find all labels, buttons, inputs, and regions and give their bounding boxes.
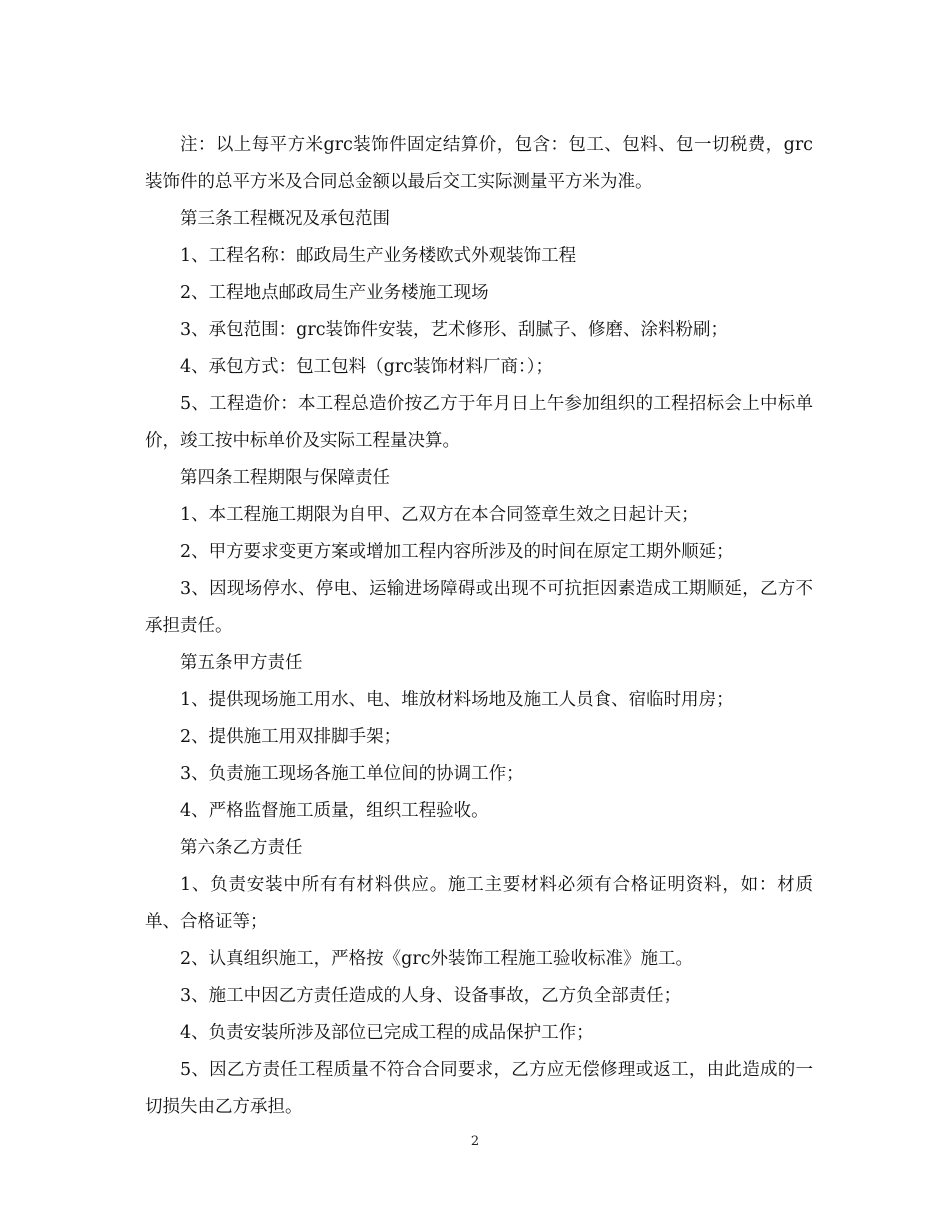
paragraph: 1、提供现场施工用水、电、堆放材料场地及施工人员食、宿临时用房； (180, 690, 734, 710)
paragraph: 3、负责施工现场各施工单位间的协调工作； (180, 764, 524, 784)
paragraph: 4、负责安装所涉及部位已完成工程的成品保护工作； (180, 1023, 594, 1043)
paragraph: 2、认真组织施工，严格按《grc外装饰工程施工验收标准》施工。 (180, 949, 694, 969)
paragraph: 2、提供施工用双排脚手架； (180, 727, 402, 747)
heading-article-6: 第六条乙方责任 (180, 838, 303, 858)
heading-article-4: 第四条工程期限与保障责任 (180, 468, 390, 488)
heading-article-5: 第五条甲方责任 (180, 653, 303, 673)
paragraph: 5、工程造价：本工程总造价按乙方于年月日上午参加组织的工程招标会上中标单价，竣工按中标单价及实际工程量决算。 (145, 394, 813, 451)
page-number: 2 (470, 1134, 480, 1149)
paragraph: 2、甲方要求变更方案或增加工程内容所涉及的时间在原定工期外顺延； (180, 542, 734, 562)
paragraph-note: 注：以上每平方米grc装饰件固定结算价，包含：包工、包料、包一切税费，grc装饰件的总平方米及合同总金额以最后交工实际测量平方米为准。 (145, 135, 813, 192)
paragraph: 3、施工中因乙方责任造成的人身、设备事故，乙方负全部责任； (180, 986, 682, 1006)
paragraph: 4、严格监督施工质量，组织工程验收。 (180, 801, 489, 821)
paragraph: 1、负责安装中所有有材料供应。施工主要材料必须有合格证明资料，如：材质单、合格证等； (145, 875, 813, 932)
paragraph: 2、工程地点邮政局生产业务楼施工现场 (180, 283, 489, 303)
paragraph: 4、承包方式：包工包料（grc装饰材料厂商：）； (180, 357, 554, 377)
heading-article-3: 第三条工程概况及承包范围 (180, 209, 390, 229)
paragraph: 5、因乙方责任工程质量不符合合同要求，乙方应无偿修理或返工，由此造成的一切损失由乙方承担。 (145, 1060, 813, 1117)
paragraph: 3、因现场停水、停电、运输进场障碍或出现不可抗拒因素造成工期顺延，乙方不承担责任。 (145, 579, 813, 636)
paragraph: 3、承包范围：grc装饰件安装，艺术修形、刮腻子、修磨、涂料粉刷； (180, 320, 729, 340)
paragraph: 1、本工程施工期限为自甲、乙双方在本合同签章生效之日起计天； (180, 505, 699, 525)
document-body (145, 127, 813, 1126)
paragraph: 1、工程名称：邮政局生产业务楼欧式外观装饰工程 (180, 246, 577, 266)
